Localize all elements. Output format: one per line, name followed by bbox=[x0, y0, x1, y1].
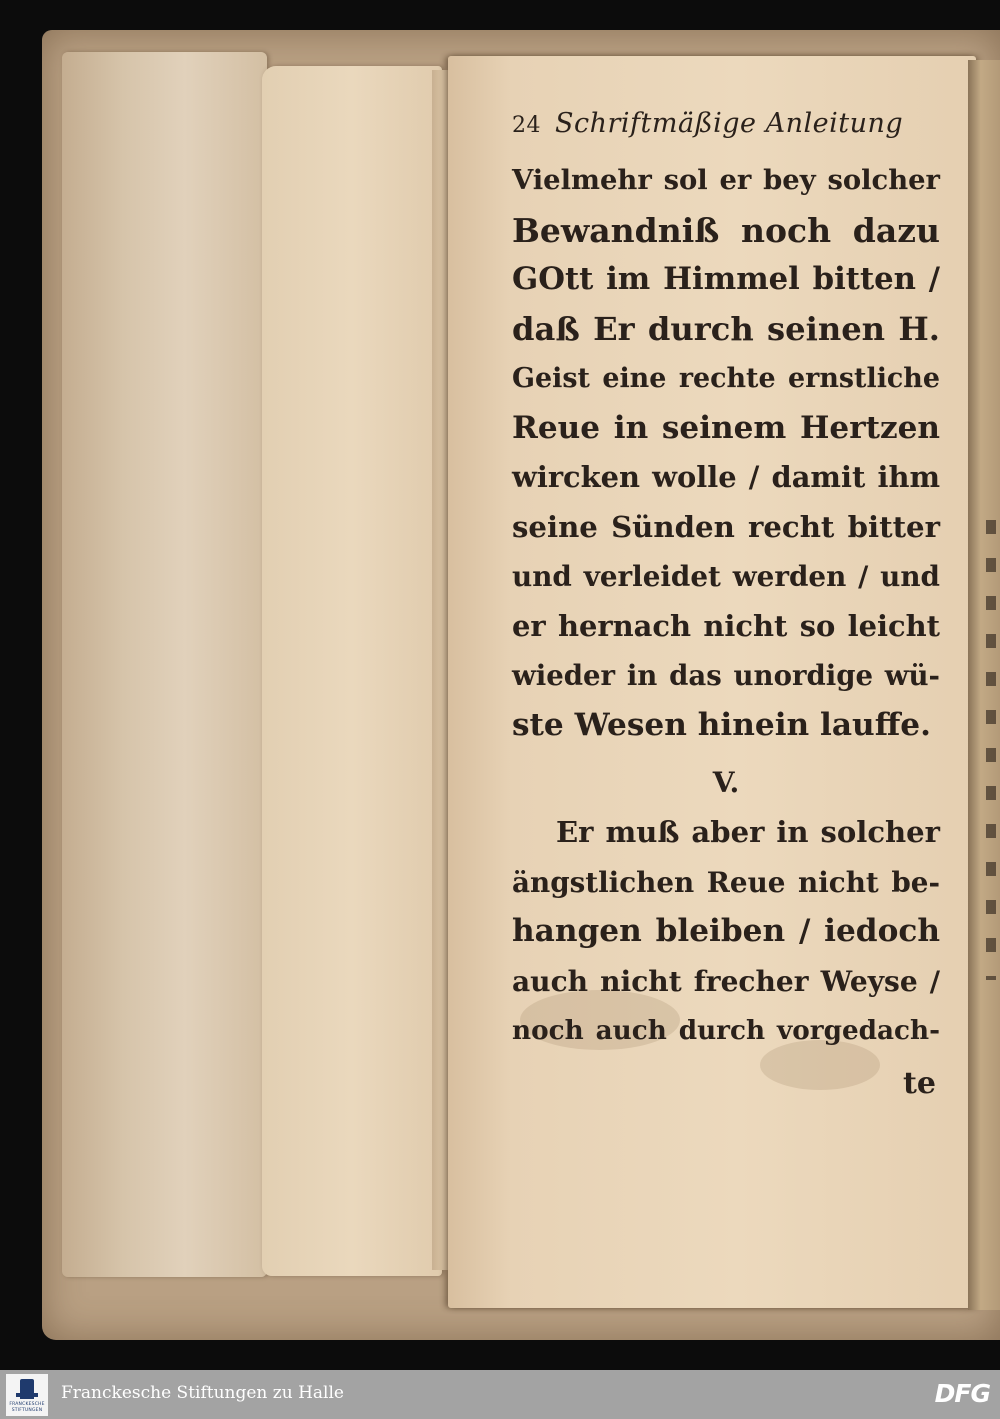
text-line: wircken wolle / damit ihm bbox=[512, 460, 940, 494]
orphanage-icon bbox=[20, 1379, 34, 1399]
section-number: V. bbox=[712, 766, 740, 799]
text-line: Geist eine rechte ernstliche bbox=[512, 363, 940, 394]
logo-text: FRANCKESCHE bbox=[9, 1402, 45, 1407]
page-text bbox=[512, 108, 940, 1106]
paragraph-1 bbox=[512, 156, 940, 750]
text-line: noch auch durch vorgedach- bbox=[512, 1015, 940, 1046]
text-line: und verleidet werden / und bbox=[512, 560, 940, 593]
text-line: GOtt im Himmel bitten / bbox=[512, 261, 940, 297]
paragraph-2 bbox=[512, 808, 940, 1056]
dfg-logo[interactable]: DFG bbox=[934, 1379, 990, 1408]
text-line: Reue in seinem Hertzen bbox=[512, 409, 940, 446]
text-line: hangen bleiben / iedoch bbox=[512, 913, 940, 949]
text-line: er hernach nicht so leicht bbox=[512, 608, 940, 643]
flyleaf-inner bbox=[262, 66, 442, 1276]
text-line: ängstlichen Reue nicht be- bbox=[512, 865, 940, 899]
flyleaf bbox=[62, 52, 267, 1277]
franckesche-logo[interactable] bbox=[6, 1374, 48, 1416]
running-title: Schriftmäßige Anleitung bbox=[555, 108, 904, 139]
institution-name: Franckesche Stiftungen zu Halle bbox=[61, 1383, 344, 1403]
viewer-footer bbox=[0, 1370, 1000, 1419]
logo-text: STIFTUNGEN bbox=[11, 1408, 43, 1413]
text-line: daß Er durch seinen H. bbox=[512, 309, 940, 348]
next-page-text-edge bbox=[986, 520, 996, 980]
text-line: Er muß aber in solcher bbox=[556, 815, 940, 849]
catchword: te bbox=[903, 1065, 936, 1101]
running-head bbox=[512, 108, 940, 156]
text-line: auch nicht frecher Weyse / bbox=[512, 964, 940, 998]
text-line: ste Wesen hinein lauffe. bbox=[512, 706, 931, 743]
text-line: wieder in das unordige wü- bbox=[512, 659, 940, 692]
page-number: 24 bbox=[512, 113, 541, 138]
text-line: Vielmehr sol er bey solcher bbox=[512, 164, 940, 196]
text-line: Bewandniß noch dazu bbox=[512, 210, 940, 250]
text-line: seine Sünden recht bitter bbox=[512, 509, 940, 544]
